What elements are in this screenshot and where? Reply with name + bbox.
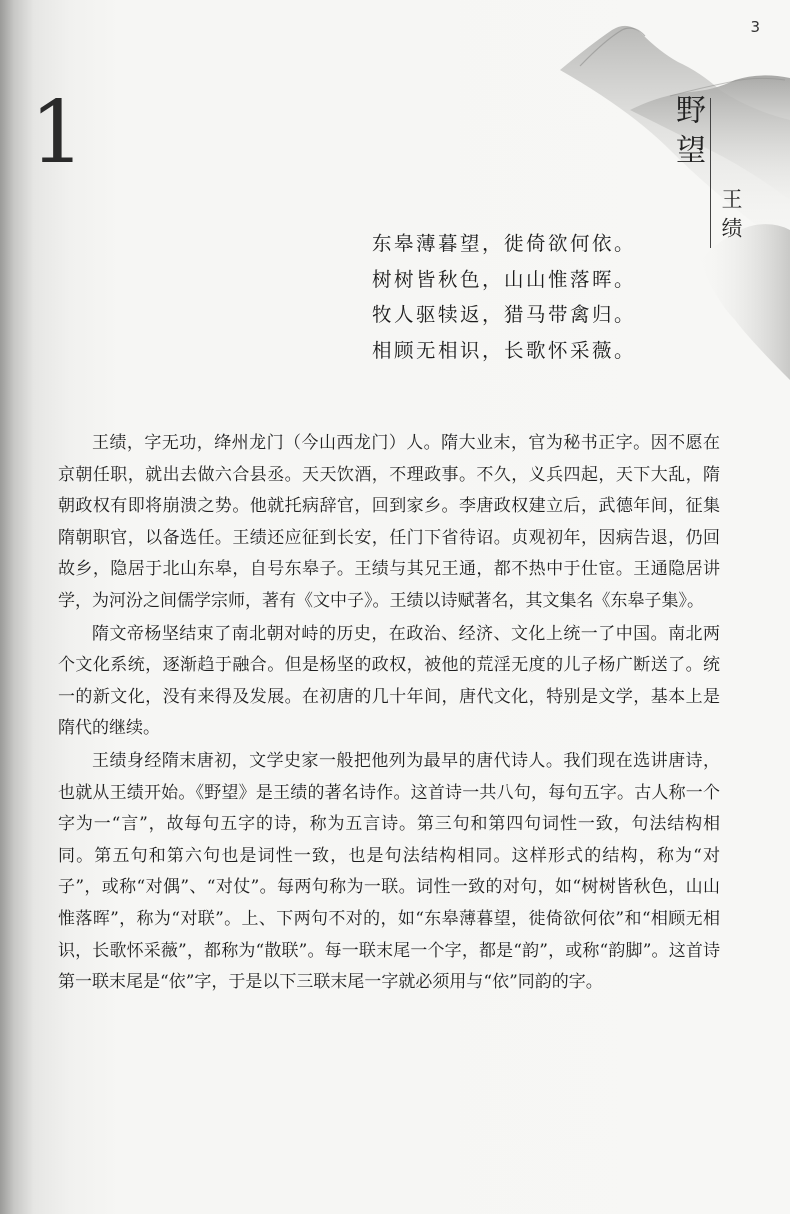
poem-line: 牧人驱犊返，猎马带禽归。 [372,303,637,326]
paragraph: 王绩身经隋末唐初，文学史家一般把他列为最早的唐代诗人。我们现在选讲唐诗，也就从王绩开始。《野望》是王绩的著名诗作。这首诗一共八句，每句五字。古人称一个字为一“言”，故每句五字的诗，称为五言诗。第三句和第四句词性一致，句法结构相同。第五句和第六句也是词性一致，也是句法结构相同。这样形式的结构，称为“对子”，或称“对偶”、“对仗”。每两句称为一联。词性一致的对句，如“树树皆秋色，山山惟落晖”，称为“对联”。上、下两句不对的，如“东皋薄暮望，徙倚欲何依”和“相顾无相识，长歌怀采薇”，都称为“散联”。每一联末尾一个字，都是“韵”，或称“韵脚”。这首诗第一联末尾是“依”字，于是以下三联末尾一字就必须用与“依”同韵的字。 [58,750,720,993]
title-divider [710,98,711,248]
poem-author: 王绩 [719,188,743,246]
chapter-number: 1 [30,83,83,183]
poem-body [372,226,692,368]
poem-line: 相顾无相识，长歌怀采薇。 [372,338,637,362]
poem-line: 东皋薄暮望，徙倚欲何依。 [372,232,637,255]
poem-title: 野望 [670,94,705,174]
commentary-text [58,428,720,999]
paragraph: 王绩，字无功，绛州龙门（今山西龙门）人。隋大业末，官为秘书正字。因不愿在京朝任职，就出去做六合县丞。天天饮酒，不理政事。不久，义兵四起，天下大乱，隋朝政权有即将崩溃之势。他就托病辞官，回到家乡。李唐政权建立后，武德年间，征集隋朝职官，以备选任。王绩还应征到长安，任门下省待诏。贞观初年，因病告退，仍回故乡，隐居于北山东皋，自号东皋子。王绩与其兄王通，都不热中于仕宦。王通隐居讲学，为河汾之间儒学宗师，著有《文中子》。王绩以诗赋著名，其文集名《东皋子集》。 [58,433,720,611]
paragraph: 隋文帝杨坚结束了南北朝对峙的历史，在政治、经济、文化上统一了中国。南北两个文化系统，逐渐趋于融合。但是杨坚的政权，被他的荒淫无度的儿子杨广断送了。统一的新文化，没有来得及发展。在初唐的几十年间，唐代文化，特别是文学，基本上是隋代的继续。 [58,623,720,739]
page-number: 3 [750,18,760,36]
poem-line: 树树皆秋色，山山惟落晖。 [372,267,637,291]
